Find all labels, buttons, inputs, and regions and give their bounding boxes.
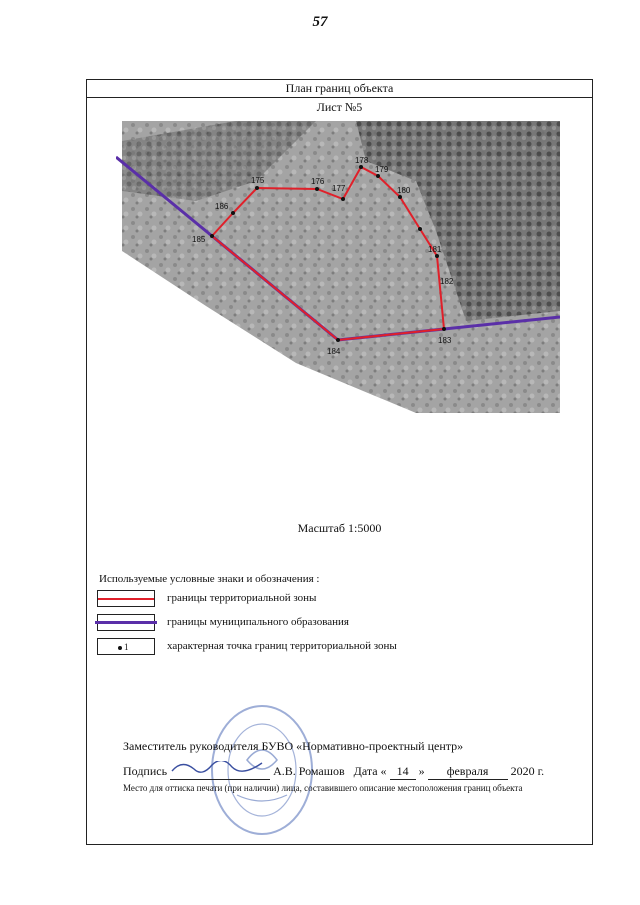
- signature-row: [123, 761, 544, 780]
- boundary-point: [341, 197, 345, 201]
- point-label-186: 186: [215, 202, 229, 211]
- date-label: Дата «: [353, 764, 387, 778]
- legend-item-zone: [97, 590, 567, 608]
- boundary-point: [231, 211, 235, 215]
- boundary-point: [376, 174, 380, 178]
- point-label-185: 185: [192, 235, 206, 244]
- legend-label: границы территориальной зоны: [167, 592, 317, 604]
- boundary-point: [359, 165, 363, 169]
- plan-title: План границ объекта: [87, 80, 592, 98]
- legend-item-point: [97, 638, 567, 656]
- boundary-point: [315, 187, 319, 191]
- date-month: февраля: [428, 764, 508, 780]
- sheet-number: Лист №5: [316, 100, 363, 114]
- page-number: 57: [312, 14, 328, 30]
- signer-position: Заместитель руководителя БУВО «Нормативно-проектный центр»: [123, 739, 464, 753]
- point-label-177: 177: [332, 184, 346, 193]
- map-scale: Масштаб 1:5000: [297, 521, 382, 535]
- point-label-182: 182: [440, 277, 454, 286]
- point-label-184: 184: [327, 347, 341, 356]
- date-year: 2020 г.: [510, 764, 545, 778]
- legend-symbol-point: 1: [97, 638, 155, 655]
- legend-title: Используемые условные знаки и обозначения :: [99, 573, 320, 585]
- signature-label: Подпись: [123, 764, 168, 778]
- point-label-178: 178: [355, 156, 369, 165]
- signature-field: [170, 761, 270, 780]
- point-label-181: 181: [428, 245, 442, 254]
- point-label-180: 180: [397, 186, 411, 195]
- signer-name: А.В. Ромашов: [273, 764, 345, 778]
- point-label-176: 176: [311, 177, 325, 186]
- point-dot-icon: [118, 646, 122, 650]
- date-day: 14: [390, 764, 416, 780]
- boundary-point: [442, 327, 446, 331]
- point-label-175: 175: [251, 176, 265, 185]
- document-frame: [86, 79, 593, 845]
- point-label-179: 179: [375, 165, 389, 174]
- boundary-point: [398, 195, 402, 199]
- stamp-note: Место для оттиска печати (при наличии) лица, составившего описание местоположения границ объекта: [123, 783, 523, 793]
- boundary-map: [116, 121, 560, 413]
- boundary-point: [336, 338, 340, 342]
- handwritten-signature-icon: [170, 761, 270, 775]
- boundary-point: [435, 254, 439, 258]
- point-label-183: 183: [438, 336, 452, 345]
- legend-label: характерная точка границ территориальной зоны: [167, 640, 397, 652]
- legend-symbol-municipal: [97, 614, 155, 631]
- legend-label: границы муниципального образования: [167, 616, 349, 628]
- boundary-point: [210, 234, 214, 238]
- date-mid: »: [418, 764, 425, 778]
- boundary-point: [255, 186, 259, 190]
- legend-item-municipal: [97, 614, 567, 632]
- boundary-point: [418, 227, 422, 231]
- legend-symbol-zone: [97, 590, 155, 607]
